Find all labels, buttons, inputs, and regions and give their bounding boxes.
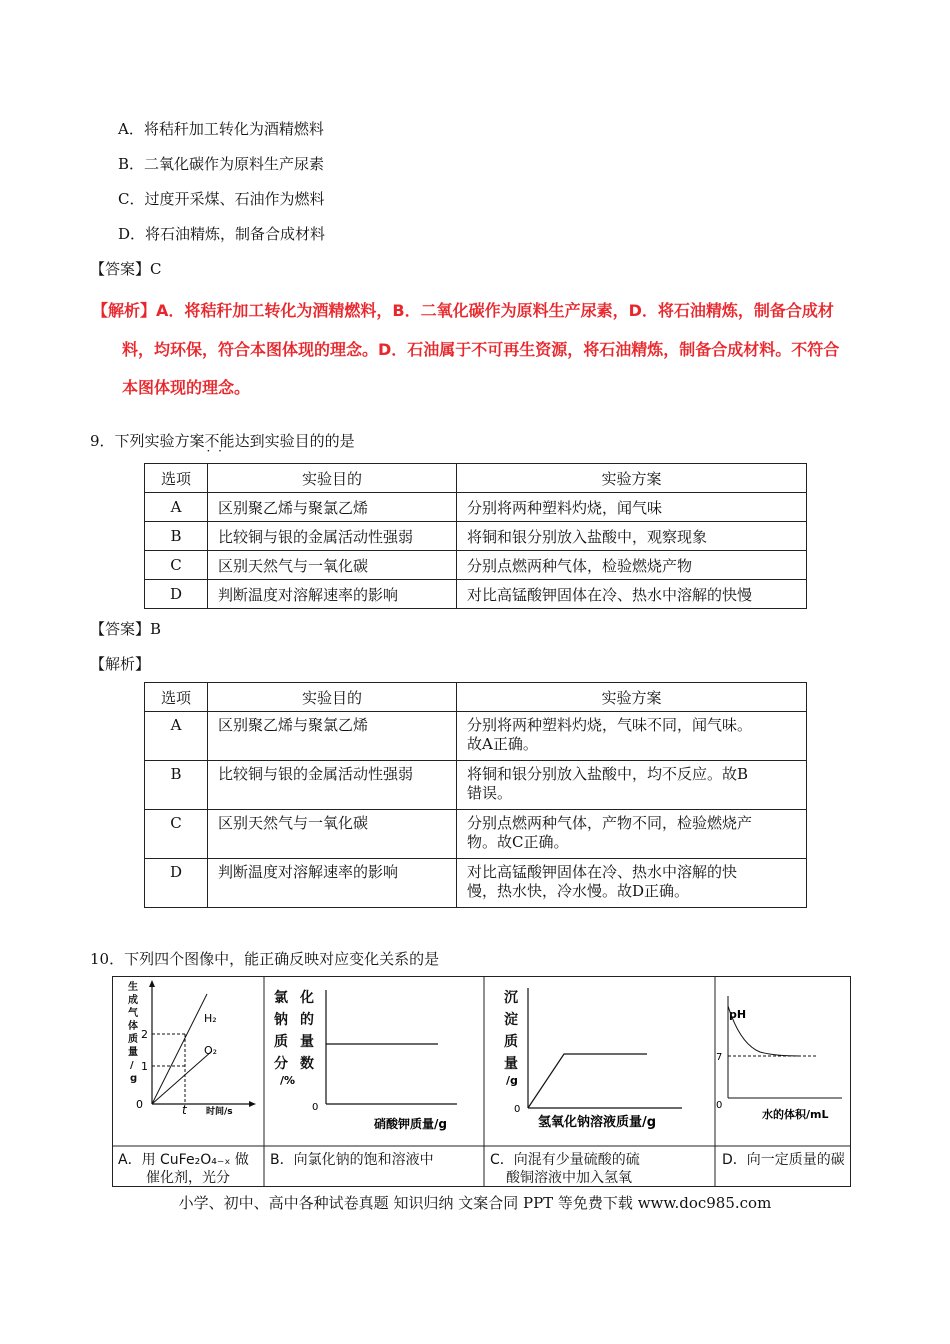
svg-text:钠: 钠 xyxy=(274,1012,288,1028)
svg-text:质: 质 xyxy=(504,1034,518,1050)
svg-text:质: 质 xyxy=(128,1034,138,1045)
svg-text:0: 0 xyxy=(716,1100,723,1111)
svg-text:分: 分 xyxy=(274,1056,288,1072)
svg-text:0: 0 xyxy=(312,1102,319,1113)
q9-answer: 【答案】B xyxy=(90,620,162,638)
graph-b xyxy=(274,989,457,1131)
q9-table xyxy=(144,463,807,609)
q10-stem: 10．下列四个图像中，能正确反映对应变化关系的是 xyxy=(90,950,440,968)
svg-text:时间/s: 时间/s xyxy=(206,1107,233,1117)
svg-text:硝酸钾质量/g: 硝酸钾质量/g xyxy=(374,1117,447,1131)
q9-stem: 9．下列实验方案不能 · ·达到实验目的的是 xyxy=(90,430,355,451)
svg-text:/: / xyxy=(130,1060,134,1071)
svg-text:/g: /g xyxy=(506,1074,518,1087)
svg-text:成: 成 xyxy=(128,995,138,1006)
svg-text:/%: /% xyxy=(280,1074,296,1087)
svg-text:pH: pH xyxy=(729,1008,747,1021)
svg-text:体: 体 xyxy=(128,1021,138,1032)
svg-text:t: t xyxy=(182,1103,187,1117)
q10-caption-a-line-1: A．用 CuFe₂O₄₋ₓ 做 xyxy=(118,1152,249,1168)
table-row: C 区别天然气与一氧化碳 分别点燃两种气体，产物不同，检验燃烧产 物。故C正确。 xyxy=(145,810,807,859)
svg-text:沉: 沉 xyxy=(504,990,518,1006)
graph-a xyxy=(128,980,256,1117)
q8-option-c: C．过度开采煤、石油作为燃料 xyxy=(118,190,325,208)
svg-text:水的体积/mL: 水的体积/mL xyxy=(762,1108,829,1121)
q8-option-b: B．二氧化碳作为原料生产尿素 xyxy=(118,155,325,173)
svg-text:量: 量 xyxy=(128,1047,138,1058)
svg-text:H₂: H₂ xyxy=(204,1012,217,1025)
table-row: D 判断温度对溶解速率的影响 对比高锰酸钾固体在冷、热水中溶解的快 慢，热水快，冷水慢。故D正确。 xyxy=(145,859,807,908)
svg-text:量: 量 xyxy=(504,1056,518,1072)
svg-text:数: 数 xyxy=(300,1056,314,1072)
q10-graph-panel xyxy=(112,976,852,1188)
svg-text:氢氧化钠溶液质量/g: 氢氧化钠溶液质量/g xyxy=(538,1115,657,1130)
graph-c xyxy=(504,988,682,1130)
q10-caption-b-line-1: B．向氯化钠的饱和溶液中 xyxy=(270,1152,434,1168)
table-row: B 比较铜与银的金属活动性强弱 将铜和银分别放入盐酸中，均不反应。故B 错误。 xyxy=(145,761,807,810)
q8-analysis-line-1: 【解析】A．将秸秆加工转化为酒精燃料，B．二氧化碳作为原料生产尿素，D．将石油精炼，制备合成材 xyxy=(92,301,834,320)
svg-text:0: 0 xyxy=(136,1098,143,1111)
svg-text:1: 1 xyxy=(141,1060,148,1073)
q9-header-plan: 实验方案 xyxy=(457,464,807,493)
q9-header-purpose: 实验目的 xyxy=(208,464,457,493)
svg-text:7: 7 xyxy=(716,1052,723,1063)
svg-text:氯: 氯 xyxy=(274,990,288,1006)
graph-d xyxy=(716,996,842,1121)
q10-caption-c-line-1: C．向混有少量硫酸的硫 xyxy=(490,1152,640,1168)
q9-analysis-label: 【解析】 xyxy=(90,655,151,673)
svg-text:气: 气 xyxy=(128,1008,138,1019)
q9-header-option: 选项 xyxy=(145,464,208,493)
q10-caption-c-line-2: 酸铜溶液中加入氢氧 xyxy=(506,1170,632,1186)
table-row: A 区别聚乙烯与聚氯乙烯 分别将两种塑料灼烧，闻气味 xyxy=(145,493,807,522)
q8-analysis-line-3: 本图体现的理念。 xyxy=(122,378,251,397)
q9-analysis-table: 选项 实验目的 实验方案 A 区别聚乙烯与聚氯乙烯 分别将两种塑料灼烧，气味不同，闻气味。 故A正确。 B 比较铜与银的金属活动性强弱 将铜和银分别放入盐酸中，均不反应。故B 错误。 C 区别天然气与一氧化碳 分别点燃两种气体，产物不同，检验燃烧产 物。故C正确。 D 判断温度对溶解速率的影响 对比高锰酸钾固体在冷、热水中溶解的快 慢，热水快，冷水慢。故D正确。 xyxy=(144,682,807,908)
svg-text:0: 0 xyxy=(514,1104,521,1115)
svg-text:量: 量 xyxy=(300,1034,314,1050)
q10-caption-d-line-1: D．向一定质量的碳 xyxy=(722,1152,845,1168)
q8-answer: 【答案】C xyxy=(90,260,162,278)
svg-text:质: 质 xyxy=(274,1034,288,1050)
page-footer: 小学、初中、高中各种试卷真题 知识归纳 文案合同 PPT 等免费下载 www.doc985.com xyxy=(178,1194,772,1212)
q8-analysis-line-2: 料，均环保，符合本图体现的理念。D．石油属于不可再生资源，将石油精炼，制备合成材料。不符合 xyxy=(122,340,840,359)
svg-text:2: 2 xyxy=(141,1028,148,1041)
svg-text:淀: 淀 xyxy=(504,1012,518,1028)
q10-caption-a-line-2: 催化剂，光分 xyxy=(146,1170,230,1186)
table-row: C 区别天然气与一氧化碳 分别点燃两种气体，检验燃烧产物 xyxy=(145,551,807,580)
svg-text:的: 的 xyxy=(300,1012,314,1028)
q9-stem-emphasis: 不能 · · xyxy=(205,432,235,450)
table-row: D 判断温度对溶解速率的影响 对比高锰酸钾固体在冷、热水中溶解的快慢 xyxy=(145,580,807,609)
svg-text:O₂: O₂ xyxy=(204,1044,218,1057)
q8-option-a: A．将秸秆加工转化为酒精燃料 xyxy=(118,120,324,138)
q8-option-d: D．将石油精炼，制备合成材料 xyxy=(118,225,326,243)
svg-text:化: 化 xyxy=(300,990,314,1006)
svg-text:g: g xyxy=(130,1073,138,1084)
table-row: A 区别聚乙烯与聚氯乙烯 分别将两种塑料灼烧，气味不同，闻气味。 故A正确。 xyxy=(145,712,807,761)
svg-text:生: 生 xyxy=(128,982,138,993)
table-row: B 比较铜与银的金属活动性强弱 将铜和银分别放入盐酸中，观察现象 xyxy=(145,522,807,551)
